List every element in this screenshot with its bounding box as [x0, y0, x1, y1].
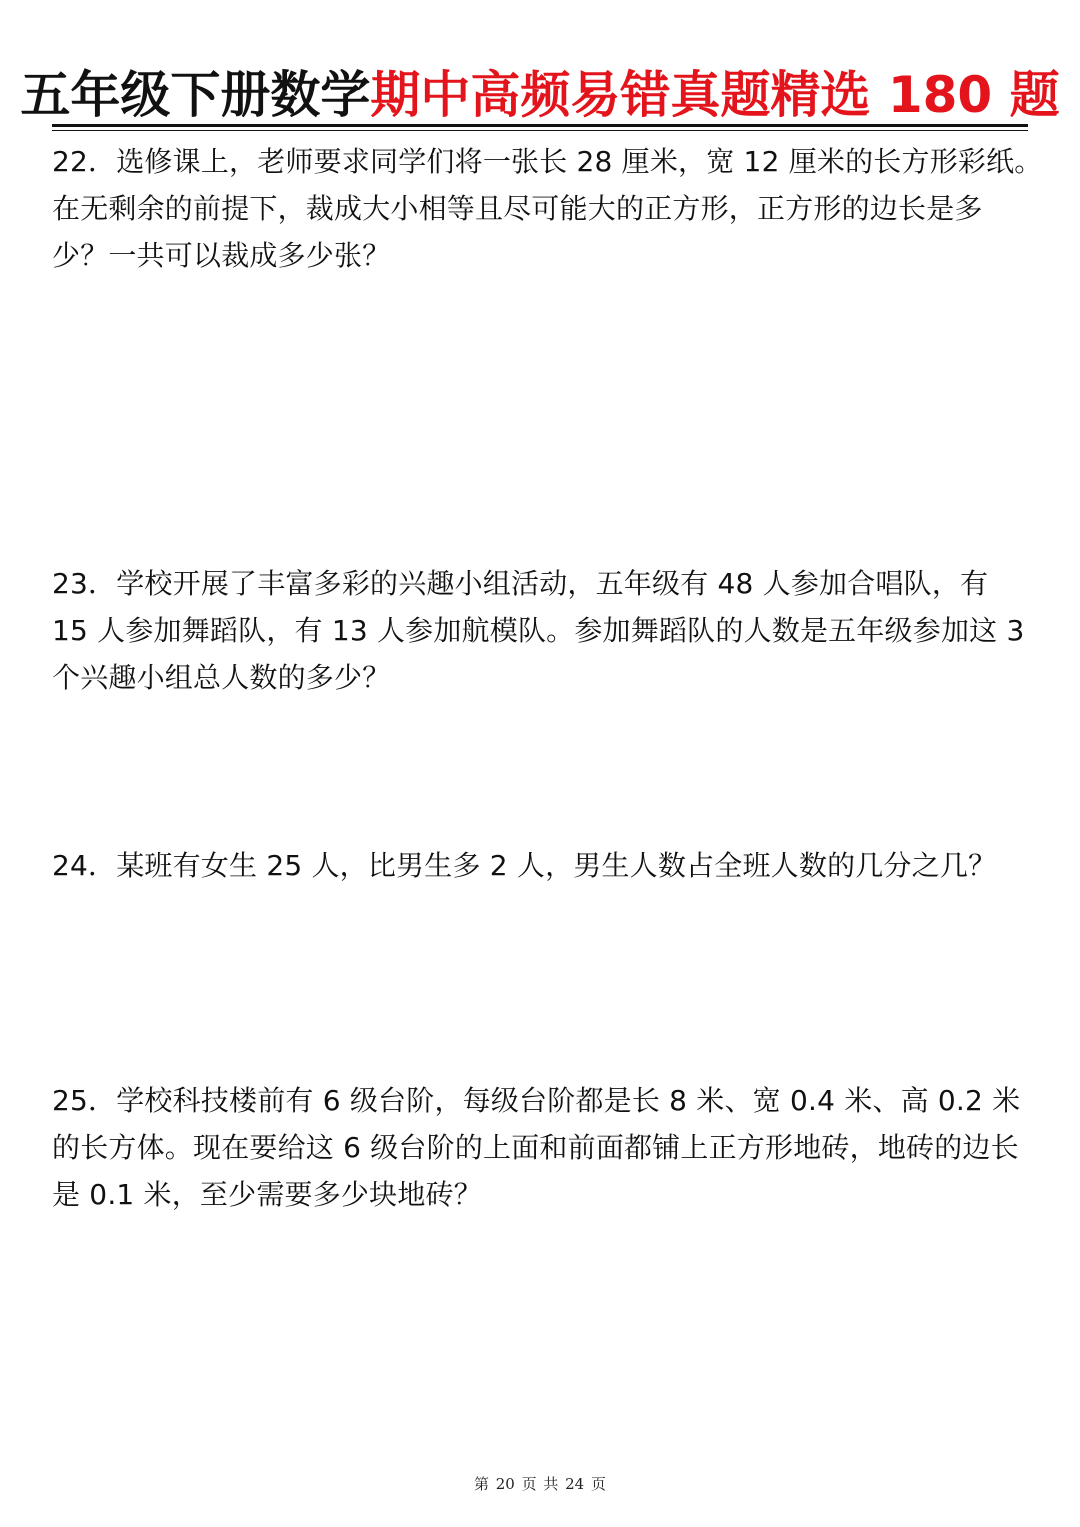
question-line: 23．学校开展了丰富多彩的兴趣小组活动，五年级有 48 人参加合唱队，有 [52, 567, 989, 600]
title-red-part: 期中高频易错真题精选 180 题 [370, 66, 1060, 124]
question-line: 是 0.1 米，至少需要多少块地砖？ [52, 1178, 482, 1211]
question-24 [52, 842, 1032, 889]
question-line: 25．学校科技楼前有 6 级台阶，每级台阶都是长 8 米、宽 0.4 米、高 0.2 米 [52, 1084, 1021, 1117]
question-line: 的长方体。现在要给这 6 级台阶的上面和前面都铺上正方形地砖，地砖的边长 [52, 1131, 1019, 1164]
page-number: 第 20 页 共 24 页 [473, 1475, 606, 1493]
question-22 [52, 138, 1043, 279]
header-divider-thick [52, 124, 1028, 127]
title-black-part: 五年级下册数学 [20, 66, 371, 124]
header-divider-thin [52, 130, 1028, 131]
question-23 [52, 560, 1032, 701]
question-line: 24．某班有女生 25 人，比男生多 2 人，男生人数占全班人数的几分之几？ [52, 849, 997, 882]
question-line: 22．选修课上，老师要求同学们将一张长 28 厘米，宽 12 厘米的长方形彩纸。 [52, 145, 1043, 178]
question-line: 个兴趣小组总人数的多少？ [52, 661, 391, 694]
question-25 [52, 1077, 1032, 1218]
question-line: 15 人参加舞蹈队，有 13 人参加航模队。参加舞蹈队的人数是五年级参加这 3 [52, 614, 1025, 647]
question-line: 少？一共可以裁成多少张？ [52, 239, 391, 272]
question-line: 在无剩余的前提下，裁成大小相等且尽可能大的正方形，正方形的边长是多 [52, 192, 983, 225]
page-title [0, 60, 1080, 130]
